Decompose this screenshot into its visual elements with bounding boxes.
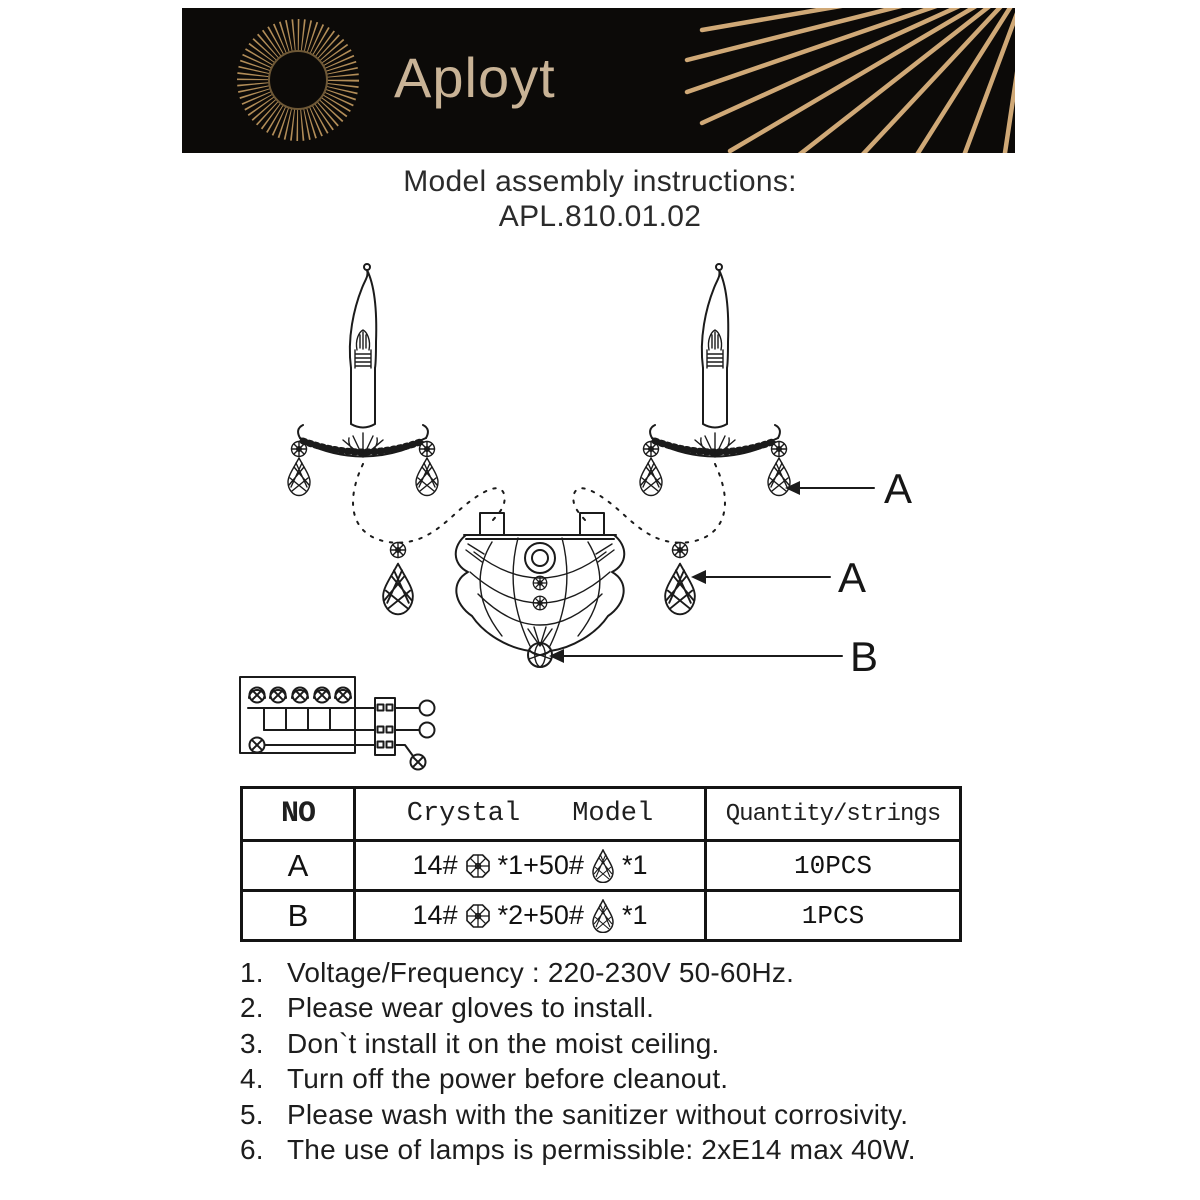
diagonal-rays-icon [687,8,1015,153]
label-a-mid: A [838,554,867,601]
item-number: 3. [240,1027,264,1059]
table-row-a [243,839,959,889]
crystal-count: *1 [621,900,648,930]
crystal-count: *1 [621,850,648,880]
item-text: The use of lamps is permissible: 2xE14 max 40W. [287,1134,916,1166]
header-quantity: Quantity/strings [704,789,959,839]
row-b-qty: 1PCS [704,892,959,939]
crystal-count: *2+50# [497,900,584,930]
callout-b [549,633,878,680]
sunburst-icon [253,35,343,125]
row-a-qty: 10PCS [704,842,959,889]
callout-a-top [785,465,912,512]
label-b: B [850,633,879,680]
teardrop-crystal-icon [591,849,615,883]
header-model: Model [572,799,654,829]
brand-banner [182,8,1015,153]
instruction-list [240,955,1020,1167]
teardrop-crystal-icon [591,899,615,933]
item-text: Please wash with the sanitizer without corrosivity. [287,1098,909,1130]
wiring-diagram [228,658,468,793]
item-text: Voltage/Frequency : 220-230V 50-60Hz. [287,957,795,988]
parts-table [240,786,962,942]
item-number: 5. [240,1098,264,1130]
item-number: 6. [240,1134,264,1166]
crystal-count: *1+50# [497,850,584,880]
model-number: APL.810.01.02 [498,200,702,233]
row-b-crystal [353,892,704,939]
page-title-block [0,164,1200,234]
instruction-item [240,1061,1020,1096]
item-number: 2. [240,992,264,1024]
instruction-item [240,955,1020,990]
table-row-b [243,889,959,939]
right-candle [640,264,790,496]
item-text: Please wear gloves to install. [287,992,655,1024]
item-number: 1. [240,957,264,988]
header-no: NO [280,797,315,831]
instruction-item [240,1097,1020,1132]
octagon-crystal-icon [465,853,491,879]
left-candle [288,264,438,496]
crystal-size: 14# [412,850,458,880]
header-crystal: Crystal [406,799,521,829]
callout-a-mid [691,554,866,601]
label-a-top: A [884,465,913,512]
table-header-row [243,789,959,839]
crystal-size: 14# [412,900,458,930]
item-number: 4. [240,1063,264,1095]
row-b-no: B [287,897,309,933]
brand-wordmark: Aployt [394,46,556,109]
instruction-item [240,1026,1020,1061]
row-a-crystal [353,842,704,889]
instruction-item [240,1132,1020,1167]
sconce-arms [353,464,725,543]
octagon-crystal-icon [465,903,491,929]
item-text: Turn off the power before cleanout. [287,1063,729,1095]
back-plate [456,513,625,667]
row-a-no: A [287,847,309,883]
page-title: Model assembly instructions: [403,165,797,198]
header-crystal-model [353,789,704,839]
arrowhead-icon [691,570,706,584]
item-text: Don`t install it on the moist ceiling. [287,1027,720,1059]
banner-art [182,8,1015,153]
instruction-item [240,990,1020,1025]
sconce-diagram [278,252,958,697]
